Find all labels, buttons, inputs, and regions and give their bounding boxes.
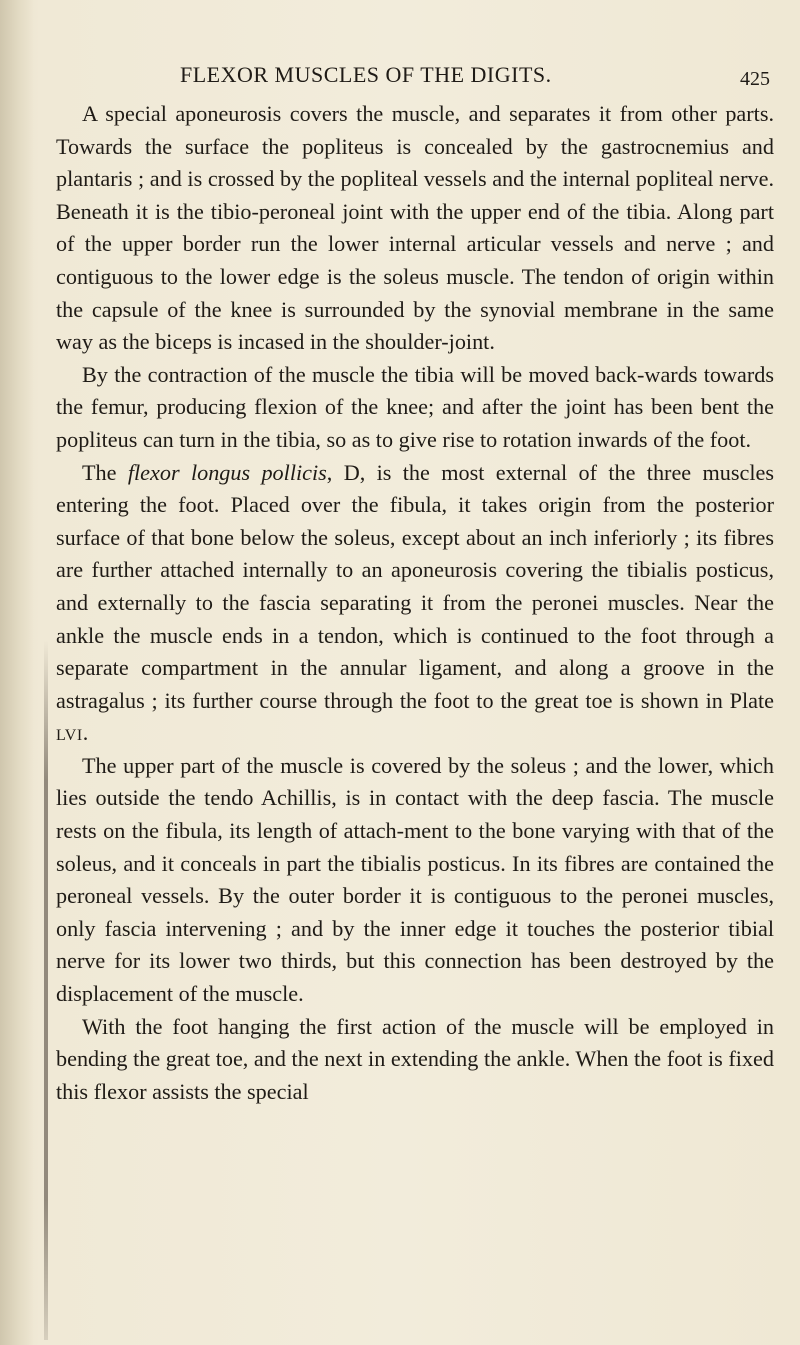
muscle-name-italic: flexor longus pollicis (127, 459, 327, 485)
paragraph-lead: The (82, 459, 128, 485)
paragraph-action: With the foot hanging the first action of the muscle will be employed in bending the great toe, and the next in extending the ankle. When the foot is fixed this flexor assists the special (56, 1013, 774, 1104)
binding-gutter-shadow (0, 0, 34, 1345)
body-text (56, 98, 774, 1108)
paragraph-flexor-longus-pollicis (56, 457, 774, 750)
paragraph-aponeurosis: A special aponeurosis covers the muscle, and separates it from other parts. Towards the surface the popliteus is concealed by the gastrocnemius and plantaris ; and is crossed by the popliteal vessels and the internal popliteal nerve. Beneath it is the tibio-peroneal joint with the upper end of the tibia. Along part of the upper border run the lower internal articular vessels and nerve ; and contiguous to the lower edge is the soleus muscle. The tendon of origin within the capsule of the knee is surrounded by the synovial membrane in the same way as the biceps is incased in the shoulder-joint. (56, 101, 774, 355)
paragraph-relations: The upper part of the muscle is covered by the soleus ; and the lower, which lies outside the tendo Achillis, is in contact with the deep fascia. The muscle rests on the fibula, its length of attach-ment to the bone varying with that of the soleus, and it conceals in part the tibialis posticus. In its fibres are contained the peroneal vessels. By the outer border it is contiguous to the peronei muscles, only fascia intervening ; and by the inner edge it touches the posterior tibial nerve for its lower two thirds, but this connection has been destroyed by the displacement of the muscle. (56, 752, 774, 1007)
paragraph-body: , D, is the most external of the three muscles entering the foot. Placed over the fibula, it takes origin from the posterior surface of that bone below the soleus, except about an inch inferiorly ; its fibres are further attached internally to an aponeurosis covering the tibialis posticus, and externally to the fascia separating it from the peronei muscles. Near the ankle the muscle ends in a tendon, which is continued to the foot through a separate compartment in the annular ligament, and along a groove in the astragalus ; its further course through the foot to the great toe is shown in Plate (56, 459, 774, 713)
plate-reference: lvi (56, 720, 83, 746)
page-header (120, 62, 770, 96)
paragraph-tail: . (82, 720, 89, 746)
binding-gutter-edge (44, 640, 48, 1340)
running-head: FLEXOR MUSCLES OF THE DIGITS. (180, 62, 552, 87)
paragraph-contraction: By the contraction of the muscle the tibia will be moved back-wards towards the femur, producing flexion of the knee; and after the joint has been bent the popliteus can turn in the tibia, so as to give rise to rotation inwards of the foot. (56, 361, 774, 452)
page-number: 425 (740, 68, 770, 90)
